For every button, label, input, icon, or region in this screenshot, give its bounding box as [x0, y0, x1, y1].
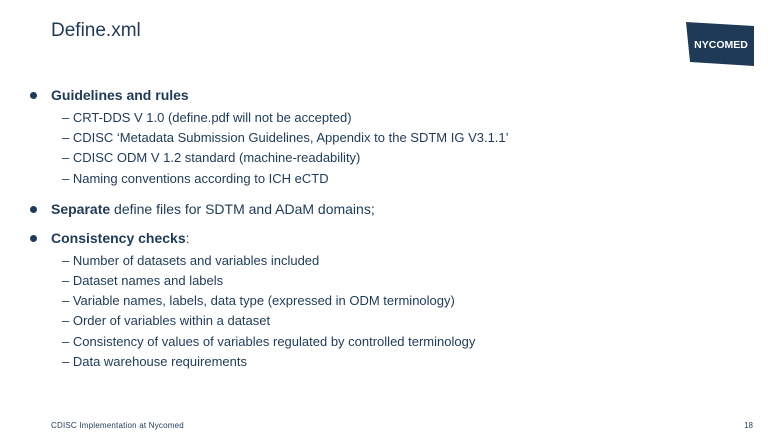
- sub-item: – Number of datasets and variables included: [62, 252, 320, 268]
- logo-text: NYCOMED: [694, 39, 748, 51]
- bullet-dot-icon: [30, 206, 37, 213]
- slide-content: [30, 85, 730, 372]
- nycomed-logo: [686, 22, 754, 66]
- bullet-consistency-text: :: [185, 229, 190, 246]
- page-number: 18: [744, 421, 753, 430]
- sub-item: – CRT-DDS V 1.0 (define.pdf will not be accepted): [62, 110, 352, 125]
- sub-item: – Consistency of values of variables regulated by controlled terminology: [62, 333, 476, 349]
- bullet-consistency-bold: Consistency checks: [51, 229, 186, 246]
- sub-item: – CDISC ‘Metadata Submission Guidelines, Appendix to the SDTM IG V3.1.1’: [62, 130, 509, 146]
- slide-title: Define.xml: [51, 20, 141, 41]
- bullet-guidelines-label: Guidelines and rules: [51, 87, 189, 103]
- sub-item: – Variable names, labels, data type (expressed in ODM terminology): [62, 293, 455, 309]
- bullet-consistency: [30, 228, 730, 248]
- bullet-guidelines: [30, 85, 730, 105]
- sub-item: – Order of variables within a dataset: [62, 313, 271, 329]
- guidelines-sublist: [30, 108, 730, 189]
- footer-text: CDISC Implementation at Nycomed: [51, 421, 184, 430]
- bullet-dot-icon: [30, 92, 37, 99]
- consistency-sublist: [30, 251, 730, 372]
- bullet-dot-icon: [30, 235, 37, 242]
- bullet-separate-bold: Separate: [51, 200, 111, 217]
- sub-item: – CDISC ODM V 1.2 standard (machine-readability): [62, 150, 361, 166]
- sub-item: – Data warehouse requirements: [62, 353, 247, 369]
- bullet-separate-text: define files for SDTM and ADaM domains;: [110, 200, 375, 217]
- bullet-separate: [30, 199, 730, 219]
- sub-item: – Naming conventions according to ICH eCTD: [62, 170, 329, 186]
- sub-item: – Dataset names and labels: [62, 273, 224, 289]
